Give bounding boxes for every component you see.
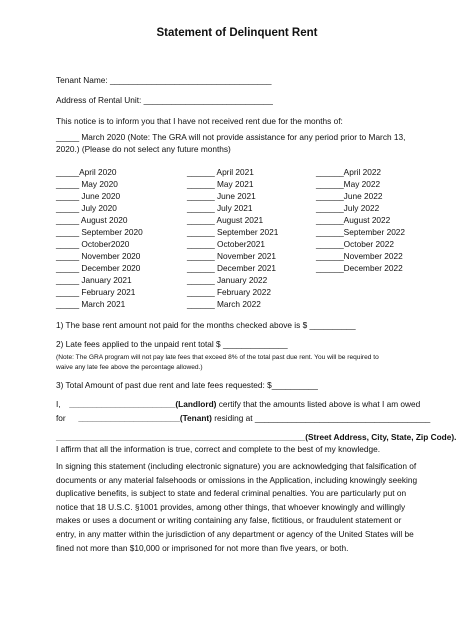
month-option[interactable]: ______November 2022 [316,251,403,261]
late-fees-note-line-1: (Note: The GRA program will not pay late fees that exceed 8% of the total past due rent. You will be required to [56,354,379,361]
tenant-name-field[interactable]: Tenant Name: ___________________________________ [56,75,272,85]
march-2020-option[interactable]: _____ March 2020 (Note: The GRA will not provide assistance for any period prior to March 13, [56,132,406,142]
notice-statement: This notice is to inform you that I have not received rent due for the months of: [56,116,343,126]
month-option[interactable]: ______ March 2022 [187,299,261,309]
month-option[interactable]: ______July 2022 [316,203,380,213]
month-option[interactable]: ______December 2022 [316,263,403,273]
month-option[interactable]: ______ November 2021 [187,251,277,261]
month-option[interactable]: ______ May 2021 [187,179,254,189]
month-option[interactable]: _____ February 2021 [56,287,136,297]
certification-line-2 [56,413,430,423]
late-fees-question[interactable]: 2) Late fees applied to the unpaid rent total $ ______________ [56,339,288,349]
street-address-line: ______________________________________________________(Street Address, City, State, Zip Code). [56,432,457,442]
march-2020-note: 2020.) (Please do not select any future months) [56,144,231,154]
month-option[interactable]: _____ September 2020 [56,227,143,237]
month-option[interactable]: _____ August 2020 [56,215,128,225]
certification-line-1 [56,399,420,409]
month-option[interactable]: ______May 2022 [316,179,381,189]
landlord-name-blank[interactable]: _______________________ [69,399,176,409]
month-option[interactable]: ______ October2021 [187,239,265,249]
page-title: Statement of Delinquent Rent [156,27,318,39]
cert-i: I, [56,399,61,409]
month-option[interactable]: _____ June 2020 [56,191,121,201]
month-option[interactable]: ______ January 2022 [187,275,268,285]
rental-address-field[interactable]: Address of Rental Unit: ____________________________ [56,95,273,105]
month-option[interactable]: ______ April 2021 [187,167,254,177]
affirmation-statement: I affirm that all the information is true, correct and complete to the best of my knowledge. [56,444,381,454]
month-option[interactable]: _____ November 2020 [56,251,141,261]
legal-notice-paragraph: In signing this statement (including electronic signature) you are acknowledging that falsification of documents or any material falsehoods or omissions in the Application, including knowingly seeking duplicative benefits, is subject to state and federal criminal penalties. You are particularly put on notice that 18 U.S.C. §1001 provides, among other things, that whoever knowingly and willingly makes or uses a document or writing containing any false, fictitious, or fraudulent statement or entry, in any matter within the jurisdiction of any department or agency of the United States will be fined not more than $10,000 or imprisoned for not more than five years, or both. [56,461,418,553]
base-rent-question[interactable]: 1) The base rent amount not paid for the months checked above is $ __________ [56,320,356,330]
month-option[interactable]: ______ December 2021 [187,263,277,273]
cert-for: for [56,413,66,423]
month-option[interactable]: _____ October2020 [56,239,130,249]
month-option[interactable]: _____ July 2020 [56,203,117,213]
tenant-label: (Tenant) [179,413,212,423]
street-address-blank[interactable]: ______________________________________________________ [56,432,306,442]
month-option[interactable]: ______April 2022 [316,167,382,177]
cert-statement: certify that the amounts listed above is what I am owed [218,399,421,409]
month-option[interactable]: ______ July 2021 [187,203,253,213]
month-option[interactable]: _____ May 2020 [56,179,118,189]
month-option[interactable]: _____ December 2020 [56,263,141,273]
month-option[interactable]: ______ August 2021 [187,215,264,225]
month-option[interactable]: ______ February 2022 [187,287,271,297]
month-option[interactable]: ______August 2022 [316,215,391,225]
street-address-label: (Street Address, City, State, Zip Code) [305,432,455,442]
month-option[interactable]: ______October 2022 [316,239,394,249]
residing-at-field[interactable]: residing at ______________________________________ [214,413,431,423]
late-fees-note-line-2: waive any late fee above the percentage allowed.) [56,364,203,371]
month-option[interactable]: _____April 2020 [56,167,117,177]
month-option[interactable]: ______June 2022 [316,191,383,201]
month-option[interactable]: ______ September 2021 [187,227,279,237]
total-amount-question[interactable]: 3) Total Amount of past due rent and late fees requested: $__________ [56,380,318,390]
tenant-name-blank[interactable]: ______________________ [78,413,180,423]
landlord-label: (Landlord) [175,399,217,409]
month-option[interactable]: ______September 2022 [316,227,406,237]
month-option[interactable]: ______ June 2021 [187,191,256,201]
month-option[interactable]: _____ March 2021 [56,299,126,309]
month-option[interactable]: _____ January 2021 [56,275,132,285]
